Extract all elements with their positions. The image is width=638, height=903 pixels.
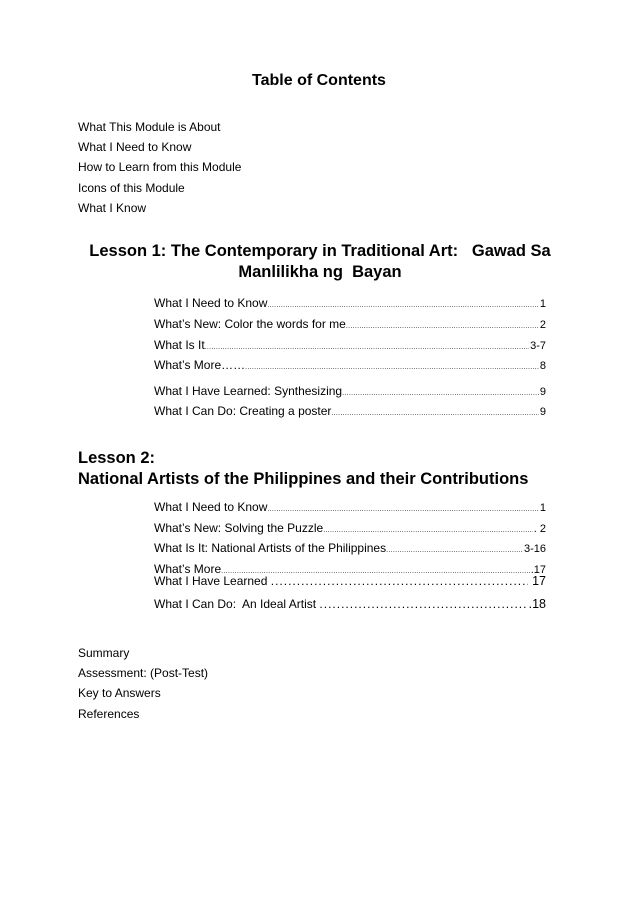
dot-leader: [267, 506, 538, 513]
toc-entry[interactable]: [154, 404, 546, 418]
toc-entry-label: What I Have Learned: Synthesizing: [154, 384, 343, 398]
toc-entry-label: What I Need to Know: [154, 296, 268, 310]
lesson1-heading-line2: Manlilikha ng Bayan: [238, 263, 402, 281]
dot-leader: [386, 547, 523, 554]
lesson2-heading: [78, 448, 528, 490]
toc-entry-label: What’s New: Solving the Puzzle: [154, 521, 324, 535]
back-matter-item[interactable]: Assessment: (Post-Test): [78, 666, 209, 681]
dot-leader: [245, 364, 539, 371]
toc-entry[interactable]: [154, 574, 546, 588]
dot-leader: [271, 574, 528, 588]
dot-leader: [323, 527, 533, 534]
toc-entry-page: 1: [539, 502, 546, 514]
dot-leader: [267, 302, 538, 309]
dot-leader: [331, 410, 538, 417]
lesson1-heading: [60, 241, 580, 283]
dot-leader: [346, 323, 539, 330]
toc-entry-page: 3-16: [523, 543, 546, 555]
toc-entry[interactable]: [154, 500, 546, 514]
toc-entry-label: What’s More: [154, 562, 222, 576]
toc-entry-page: .18: [528, 597, 546, 611]
toc-entry[interactable]: [154, 521, 546, 535]
front-matter-list: [78, 120, 241, 221]
toc-entry-label: What I Need to Know: [154, 500, 268, 514]
toc-entry-label: What I Can Do: Creating a poster: [154, 404, 332, 418]
toc-entry-page: . 2: [533, 523, 546, 535]
toc-entry-label: What Is It: National Artists of the Philippines: [154, 541, 387, 555]
front-matter-item[interactable]: What This Module is About: [78, 120, 221, 134]
page-title: Table of Contents: [252, 72, 386, 89]
front-matter-item[interactable]: What I Need to Know: [78, 140, 192, 155]
lesson2-heading-line2: National Artists of the Philippines and their Contributions: [78, 470, 529, 488]
toc-entry[interactable]: [154, 384, 546, 398]
lesson1-heading-line1: Lesson 1: The Contemporary in Traditional Art: Gawad Sa: [89, 242, 551, 260]
toc-entry-label: What’s More……: [154, 358, 246, 372]
toc-entry-page: 2: [539, 319, 546, 331]
toc-entry[interactable]: [154, 541, 546, 555]
toc-entry[interactable]: [154, 597, 546, 611]
toc-entry-page: 1: [539, 298, 546, 310]
lesson2-heading-line1: Lesson 2:: [78, 449, 156, 467]
dot-leader: [319, 597, 527, 611]
toc-entry-label: What I Have Learned: [154, 574, 271, 588]
back-matter-list: [78, 646, 208, 727]
back-matter-item[interactable]: Summary: [78, 646, 130, 660]
toc-entry[interactable]: [154, 296, 546, 310]
toc-entry-page: 8: [539, 360, 546, 372]
toc-entry[interactable]: [154, 317, 546, 331]
toc-entry[interactable]: [154, 338, 546, 352]
toc-entry-label: What Is It: [154, 338, 205, 352]
toc-entry-page: 3-7: [530, 340, 546, 352]
toc-entry-label: What I Can Do: An Ideal Artist: [154, 597, 320, 611]
toc-entry-page: 9: [539, 386, 546, 398]
toc-entry-page: 9: [539, 406, 546, 418]
toc-entry-page: 17: [528, 574, 546, 588]
front-matter-item[interactable]: What I Know: [78, 200, 147, 215]
back-matter-item[interactable]: References: [78, 706, 140, 721]
toc-entry-page: .17: [530, 564, 546, 576]
toc-entry[interactable]: [154, 358, 546, 372]
dot-leader: [342, 390, 539, 397]
front-matter-item[interactable]: How to Learn from this Module: [78, 160, 242, 175]
toc-entry-label: What’s New: Color the words for me: [154, 317, 346, 331]
back-matter-item[interactable]: Key to Answers: [78, 686, 161, 701]
front-matter-item[interactable]: Icons of this Module: [78, 180, 185, 195]
dot-leader: [205, 344, 529, 351]
